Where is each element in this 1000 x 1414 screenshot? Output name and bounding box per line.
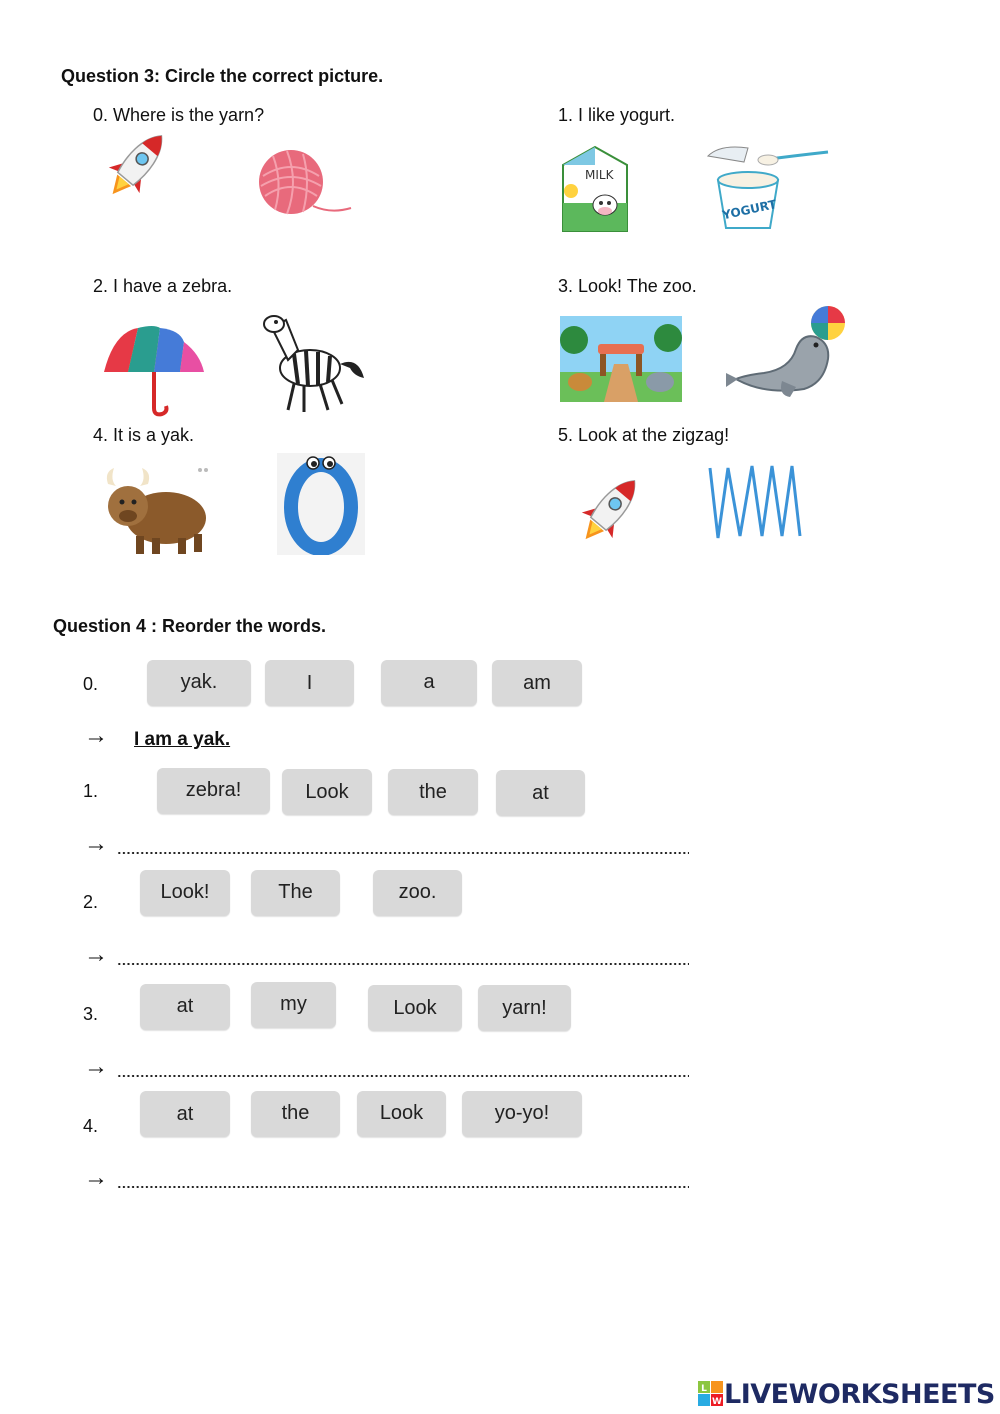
arrow-icon: → — [84, 830, 108, 857]
word-tile[interactable]: my — [251, 982, 336, 1028]
item-5-prompt: 5. Look at the zigzag! — [558, 425, 730, 445]
word-tile[interactable]: the — [388, 769, 478, 815]
milk-label: MILK — [585, 168, 614, 182]
seal-icon[interactable] — [724, 303, 848, 403]
zigzag-icon[interactable] — [706, 462, 804, 542]
item-3-prompt: 3. Look! The zoo. — [558, 276, 697, 296]
row-1-number: 1. — [83, 781, 99, 801]
item-1-prompt: 1. I like yogurt. — [558, 105, 676, 125]
word-tile[interactable]: a — [381, 660, 477, 706]
arrow-icon: → — [84, 1053, 108, 1080]
umbrella-icon[interactable] — [100, 322, 208, 418]
arrow-icon: → — [84, 941, 108, 968]
word-tile[interactable]: Look! — [140, 870, 230, 916]
row-3-number: 3. — [83, 1004, 99, 1024]
yogurt-cup-icon[interactable] — [700, 142, 830, 232]
row-0-number: 0. — [83, 674, 99, 694]
question-4-title: Question 4 : Reorder the words. — [53, 616, 327, 636]
word-tile[interactable]: Look — [357, 1091, 446, 1137]
word-tile[interactable]: the — [251, 1091, 340, 1137]
yak-icon[interactable] — [100, 462, 212, 556]
word-tile[interactable]: yo-yo! — [462, 1091, 582, 1137]
row-4-number: 4. — [83, 1116, 99, 1136]
word-tile[interactable]: Look — [368, 985, 462, 1031]
zebra-icon[interactable] — [258, 306, 368, 418]
word-tile[interactable]: at — [140, 1091, 230, 1137]
answer-line-1[interactable] — [117, 852, 689, 854]
rocket-icon[interactable] — [95, 125, 180, 205]
word-tile[interactable]: I — [265, 660, 354, 706]
answer-line-2[interactable] — [117, 963, 689, 965]
word-tile[interactable]: zebra! — [157, 768, 270, 814]
milk-carton-icon[interactable] — [555, 143, 633, 238]
svg-text:L: L — [701, 1384, 707, 1394]
answer-line-3[interactable] — [117, 1075, 689, 1077]
arrow-icon: → — [84, 1164, 108, 1191]
liveworksheets-wordmark: LIVEWORKSHEETS — [724, 1378, 995, 1410]
word-tile[interactable]: am — [492, 660, 582, 706]
word-tile[interactable]: yak. — [147, 660, 251, 706]
answer-line-4[interactable] — [117, 1186, 689, 1188]
item-2-prompt: 2. I have a zebra. — [93, 276, 233, 296]
svg-text:W: W — [712, 1397, 722, 1407]
item-4-prompt: 4. It is a yak. — [93, 425, 195, 445]
yogurt-label: YOGURT — [721, 197, 778, 223]
zoo-icon[interactable] — [560, 316, 682, 402]
row-2-number: 2. — [83, 892, 99, 912]
word-tile[interactable]: at — [140, 984, 230, 1030]
word-tile[interactable]: Look — [282, 769, 372, 815]
word-tile[interactable]: zoo. — [373, 870, 462, 916]
arrow-icon: → — [84, 722, 108, 749]
liveworksheets-badge-icon — [698, 1381, 724, 1407]
question-3-title: Question 3: Circle the correct picture. — [61, 66, 384, 86]
liveworksheets-logo — [698, 1378, 995, 1410]
example-answer: I am a yak. — [134, 729, 231, 750]
yarn-ball-icon[interactable] — [253, 148, 353, 218]
rocket-icon[interactable] — [568, 470, 653, 550]
word-tile[interactable]: at — [496, 770, 585, 816]
word-tile[interactable]: yarn! — [478, 985, 571, 1031]
word-tile[interactable]: The — [251, 870, 340, 916]
item-0-prompt: 0. Where is the yarn? — [93, 105, 265, 125]
letter-o-icon[interactable] — [277, 453, 365, 555]
